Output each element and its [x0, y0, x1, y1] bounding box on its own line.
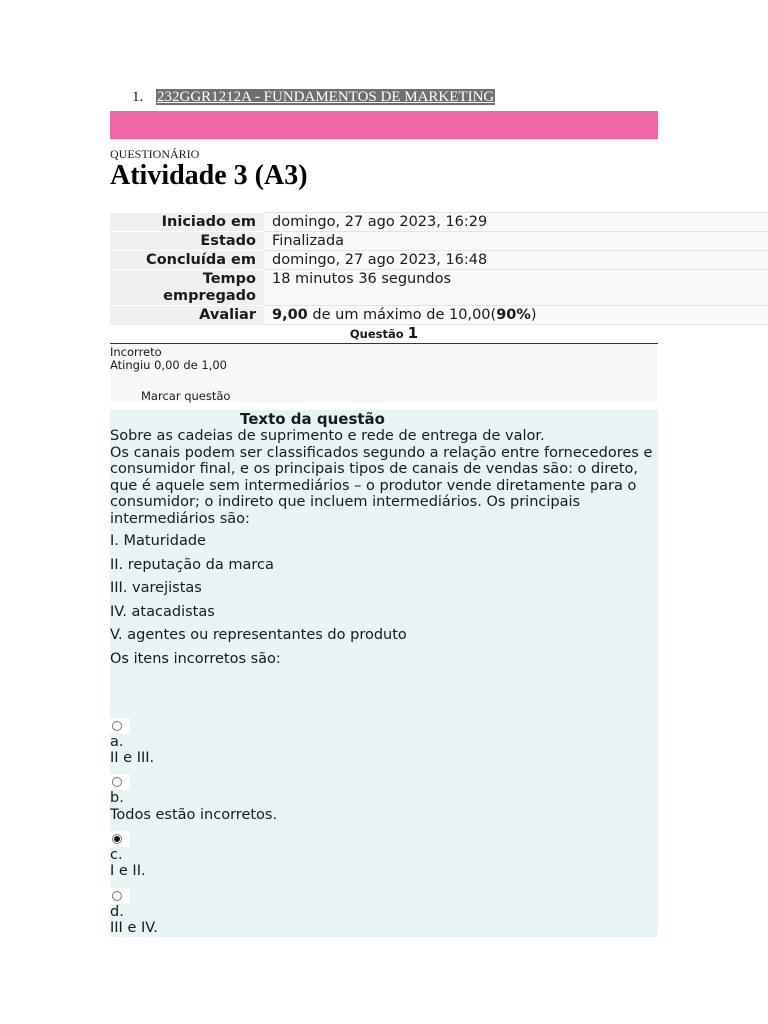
radio-selected-icon [112, 834, 122, 844]
summary-label: Tempo empregado [110, 270, 264, 306]
option-a-text: II e III. [110, 750, 155, 766]
list-item: IV. atacadistas [110, 604, 215, 620]
summary-label: Concluída em [110, 251, 264, 270]
grade-score: 9,00 [272, 307, 308, 323]
question-grade: Atingiu 0,00 de 1,00 [110, 358, 227, 372]
summary-label: Estado [110, 232, 264, 251]
summary-row-grade [110, 306, 768, 325]
page-title: Atividade 3 (A3) [110, 160, 308, 191]
course-link[interactable]: 232GGR1212A - FUNDAMENTOS DE MARKETING [157, 89, 495, 105]
option-c-text: I e II. [110, 863, 146, 879]
radio-circle-icon [112, 777, 122, 787]
breadcrumb-number: 1. [132, 89, 144, 105]
list-item: V. agentes ou representantes do produto [110, 627, 407, 643]
summary-label: Avaliar [110, 306, 264, 325]
list-item: II. reputação da marca [110, 557, 274, 573]
summary-value: Finalizada [264, 232, 768, 251]
summary-grade-value [264, 306, 768, 325]
question-text-title: Texto da questão [240, 410, 385, 428]
list-item: III. varejistas [110, 580, 202, 596]
question-intro-text: Sobre as cadeias de suprimento e rede de entrega de valor. Os canais podem ser classificados segundo a relação entre fornecedores e consumidor final, e os principais tipos de canais de vendas são: o direto, que é aquele sem intermediários – o produtor vende diretamente para o consumidor; o indireto que incluem intermediários. Os principais intermediários são: [110, 428, 653, 527]
question-state: Incorreto [110, 345, 162, 359]
summary-row-state [110, 232, 768, 251]
summary-row-completed [110, 251, 768, 270]
attempt-summary-table [110, 212, 768, 325]
option-c-letter: c. [110, 847, 123, 863]
list-item: I. Maturidade [110, 533, 206, 549]
page-kicker: QUESTIONÁRIO [110, 147, 200, 161]
question-label: Questão [349, 327, 404, 341]
question-content [110, 410, 658, 937]
summary-label: Iniciado em [110, 213, 264, 232]
breadcrumb [132, 89, 495, 106]
summary-value: 18 minutos 36 segundos [264, 270, 768, 306]
option-b-text: Todos estão incorretos. [110, 807, 278, 823]
grade-percent: 90% [496, 307, 531, 323]
option-c-radio[interactable] [110, 831, 130, 847]
grade-close: ) [530, 307, 537, 323]
radio-circle-icon [112, 721, 122, 731]
option-d-text: III e IV. [110, 920, 158, 936]
header-bar [110, 111, 658, 139]
flag-question-link[interactable]: Marcar questão [141, 389, 231, 403]
summary-row-started [110, 213, 768, 232]
question-header [110, 324, 658, 342]
option-a-letter: a. [110, 734, 124, 750]
question-prompt: Os itens incorretos são: [110, 651, 281, 667]
summary-value: domingo, 27 ago 2023, 16:29 [264, 213, 768, 232]
question-info [110, 343, 658, 402]
grade-max: de um máximo de 10,00( [307, 307, 497, 323]
summary-row-time-taken [110, 270, 768, 306]
radio-circle-icon [112, 891, 122, 901]
summary-value: domingo, 27 ago 2023, 16:48 [264, 251, 768, 270]
option-d-letter: d. [110, 904, 124, 920]
question-number: 1 [407, 324, 419, 342]
question-intro [110, 428, 658, 528]
option-a-radio[interactable] [110, 718, 130, 734]
option-d-radio[interactable] [110, 888, 130, 904]
option-b-radio[interactable] [110, 774, 130, 790]
option-b-letter: b. [110, 790, 124, 806]
